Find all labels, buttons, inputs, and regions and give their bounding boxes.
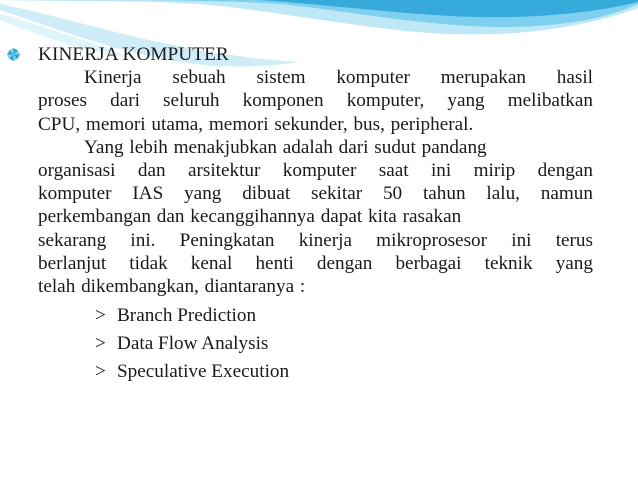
- paragraph-line: CPU, memori utama, memori sekunder, bus, peripheral.: [38, 113, 474, 135]
- heading-row: [38, 43, 593, 66]
- paragraph-architecture: [38, 136, 593, 298]
- list-item: [95, 330, 593, 358]
- list-item: [95, 302, 593, 330]
- list-marker: >: [95, 361, 106, 383]
- paragraph-line: komputer IAS yang dibuat sekitar 50 tahun lalu, namun: [38, 183, 593, 205]
- list-item-label: Branch Prediction: [117, 305, 257, 327]
- paragraph-performance: [38, 66, 593, 136]
- paragraph-line: sekarang ini. Peningkatan kinerja mikroprosesor ini terus: [38, 229, 593, 251]
- paragraph-line: berlanjut tidak kenal henti dengan berbagai teknik yang: [38, 252, 593, 274]
- paragraph-line: perkembangan dan kecanggihannya dapat kita rasakan: [38, 206, 462, 228]
- pinwheel-bullet-icon: [7, 48, 20, 61]
- slide-content: [38, 43, 593, 386]
- list-item: [95, 358, 593, 386]
- list-marker: >: [95, 333, 106, 355]
- list-marker: >: [95, 305, 106, 327]
- paragraph-line: Yang lebih menakjubkan adalah dari sudut pandang: [84, 136, 487, 158]
- list-item-label: Data Flow Analysis: [117, 333, 269, 355]
- technique-list: [38, 302, 593, 386]
- paragraph-line: proses dari seluruh komponen komputer, yang melibatkan: [38, 90, 593, 112]
- paragraph-line: Kinerja sebuah sistem komputer merupakan hasil: [84, 67, 593, 89]
- paragraph-line: telah dikembangkan, diantaranya :: [38, 276, 306, 298]
- paragraph-line: organisasi dan arsitektur komputer saat ini mirip dengan: [38, 160, 593, 182]
- slide-heading: KINERJA KOMPUTER: [38, 44, 229, 65]
- list-item-label: Speculative Execution: [117, 361, 290, 383]
